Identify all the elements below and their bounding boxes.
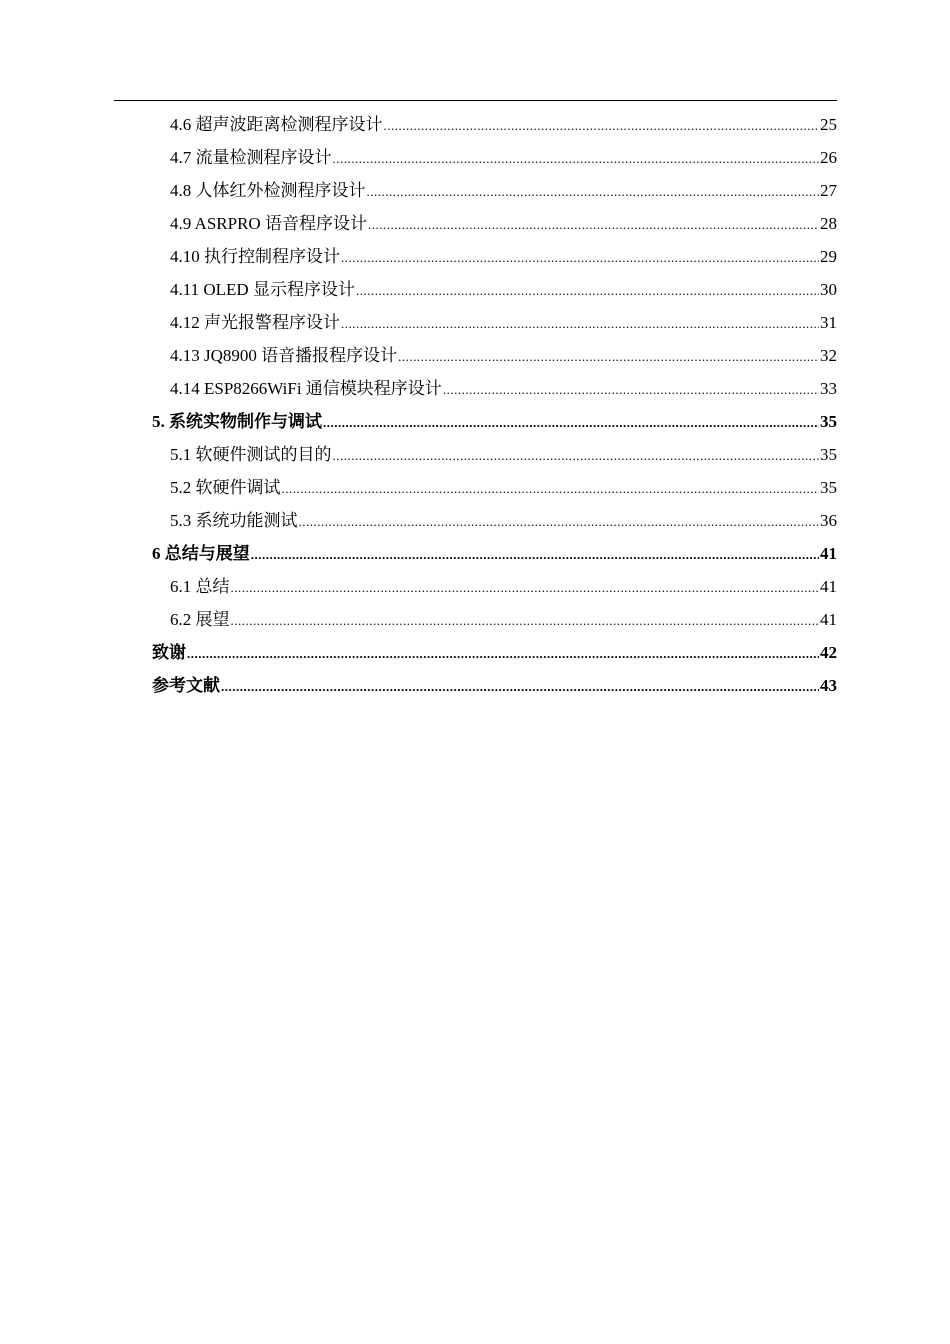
toc-entry[interactable] (170, 308, 837, 338)
toc-entry-title: 4.11 OLED 显示程序设计 (170, 280, 355, 299)
toc-entry-title: 5.2 软硬件调试 (170, 478, 281, 497)
toc-dot-leader (221, 672, 819, 702)
toc-dot-leader (323, 408, 819, 438)
toc-entry-page: 25 (820, 115, 837, 134)
toc-entry-title: 4.13 JQ8900 语音播报程序设计 (170, 346, 398, 365)
toc-entry-page: 26 (820, 148, 837, 167)
toc-entry-page: 35 (820, 445, 837, 464)
toc-entry-page: 35 (820, 412, 837, 431)
toc-entry-page: 27 (820, 181, 837, 200)
toc-entry-page: 28 (820, 214, 837, 233)
toc-dot-leader (333, 144, 820, 174)
toc-entry-title: 6.1 总结 (170, 577, 230, 596)
toc-dot-leader (356, 276, 819, 306)
toc-dot-leader (333, 441, 820, 471)
toc-entry-title: 4.9 ASRPRO 语音程序设计 (170, 214, 367, 233)
toc-entry-page: 41 (820, 610, 837, 629)
toc-entry-title: 6 总结与展望 (152, 544, 250, 563)
toc-dot-leader (231, 606, 820, 636)
toc-entry-page: 29 (820, 247, 837, 266)
toc-entry[interactable] (170, 176, 837, 206)
toc-entry-title: 4.14 ESP8266WiFi 通信模块程序设计 (170, 379, 442, 398)
toc-dot-leader (384, 111, 820, 141)
toc-entry-title: 4.6 超声波距离检测程序设计 (170, 115, 383, 134)
toc-entry[interactable] (170, 506, 837, 536)
toc-entry-title: 6.2 展望 (170, 610, 230, 629)
toc-entry[interactable] (152, 407, 837, 437)
toc-entry-title: 参考文献 (152, 676, 220, 695)
toc-entry[interactable] (170, 341, 837, 371)
toc-entry-page: 41 (820, 577, 837, 596)
toc-entry[interactable] (152, 638, 837, 668)
toc-entry-title: 5. 系统实物制作与调试 (152, 412, 322, 431)
toc-dot-leader (299, 507, 820, 537)
toc-entry[interactable] (170, 374, 837, 404)
toc-entry[interactable] (170, 440, 837, 470)
toc-dot-leader (367, 177, 820, 207)
toc-dot-leader (443, 375, 819, 405)
toc-dot-leader (251, 540, 819, 570)
toc-entry-page: 42 (820, 643, 837, 662)
toc-entry-title: 致谢 (152, 643, 186, 662)
toc-entry-page: 41 (820, 544, 837, 563)
toc-entry-page: 36 (820, 511, 837, 530)
toc-entry-title: 4.10 执行控制程序设计 (170, 247, 340, 266)
toc-dot-leader (398, 342, 819, 372)
toc-entry-title: 4.8 人体红外检测程序设计 (170, 181, 366, 200)
toc-dot-leader (341, 309, 819, 339)
toc-entry[interactable] (170, 209, 837, 239)
toc-dot-leader (282, 474, 820, 504)
toc-entry-page: 30 (820, 280, 837, 299)
toc-entry[interactable] (170, 572, 837, 602)
toc-entry-page: 31 (820, 313, 837, 332)
toc-entry[interactable] (170, 605, 837, 635)
header-rule (114, 100, 837, 101)
toc-entry-page: 32 (820, 346, 837, 365)
toc-entry[interactable] (170, 473, 837, 503)
toc-entry-page: 35 (820, 478, 837, 497)
toc-entry-title: 5.1 软硬件测试的目的 (170, 445, 332, 464)
toc-dot-leader (231, 573, 820, 603)
toc-entry-page: 33 (820, 379, 837, 398)
toc-entry[interactable] (170, 143, 837, 173)
toc-dot-leader (187, 639, 819, 669)
toc-entry-title: 5.3 系统功能测试 (170, 511, 298, 530)
toc-entry[interactable] (170, 275, 837, 305)
toc-entry[interactable] (170, 242, 837, 272)
toc-dot-leader (341, 243, 819, 273)
toc-entry-page: 43 (820, 676, 837, 695)
toc-dot-leader (368, 210, 819, 240)
toc-entry[interactable] (152, 671, 837, 701)
toc-entry[interactable] (152, 539, 837, 569)
toc-entry[interactable] (170, 110, 837, 140)
toc-entry-title: 4.7 流量检测程序设计 (170, 148, 332, 167)
toc-entry-title: 4.12 声光报警程序设计 (170, 313, 340, 332)
